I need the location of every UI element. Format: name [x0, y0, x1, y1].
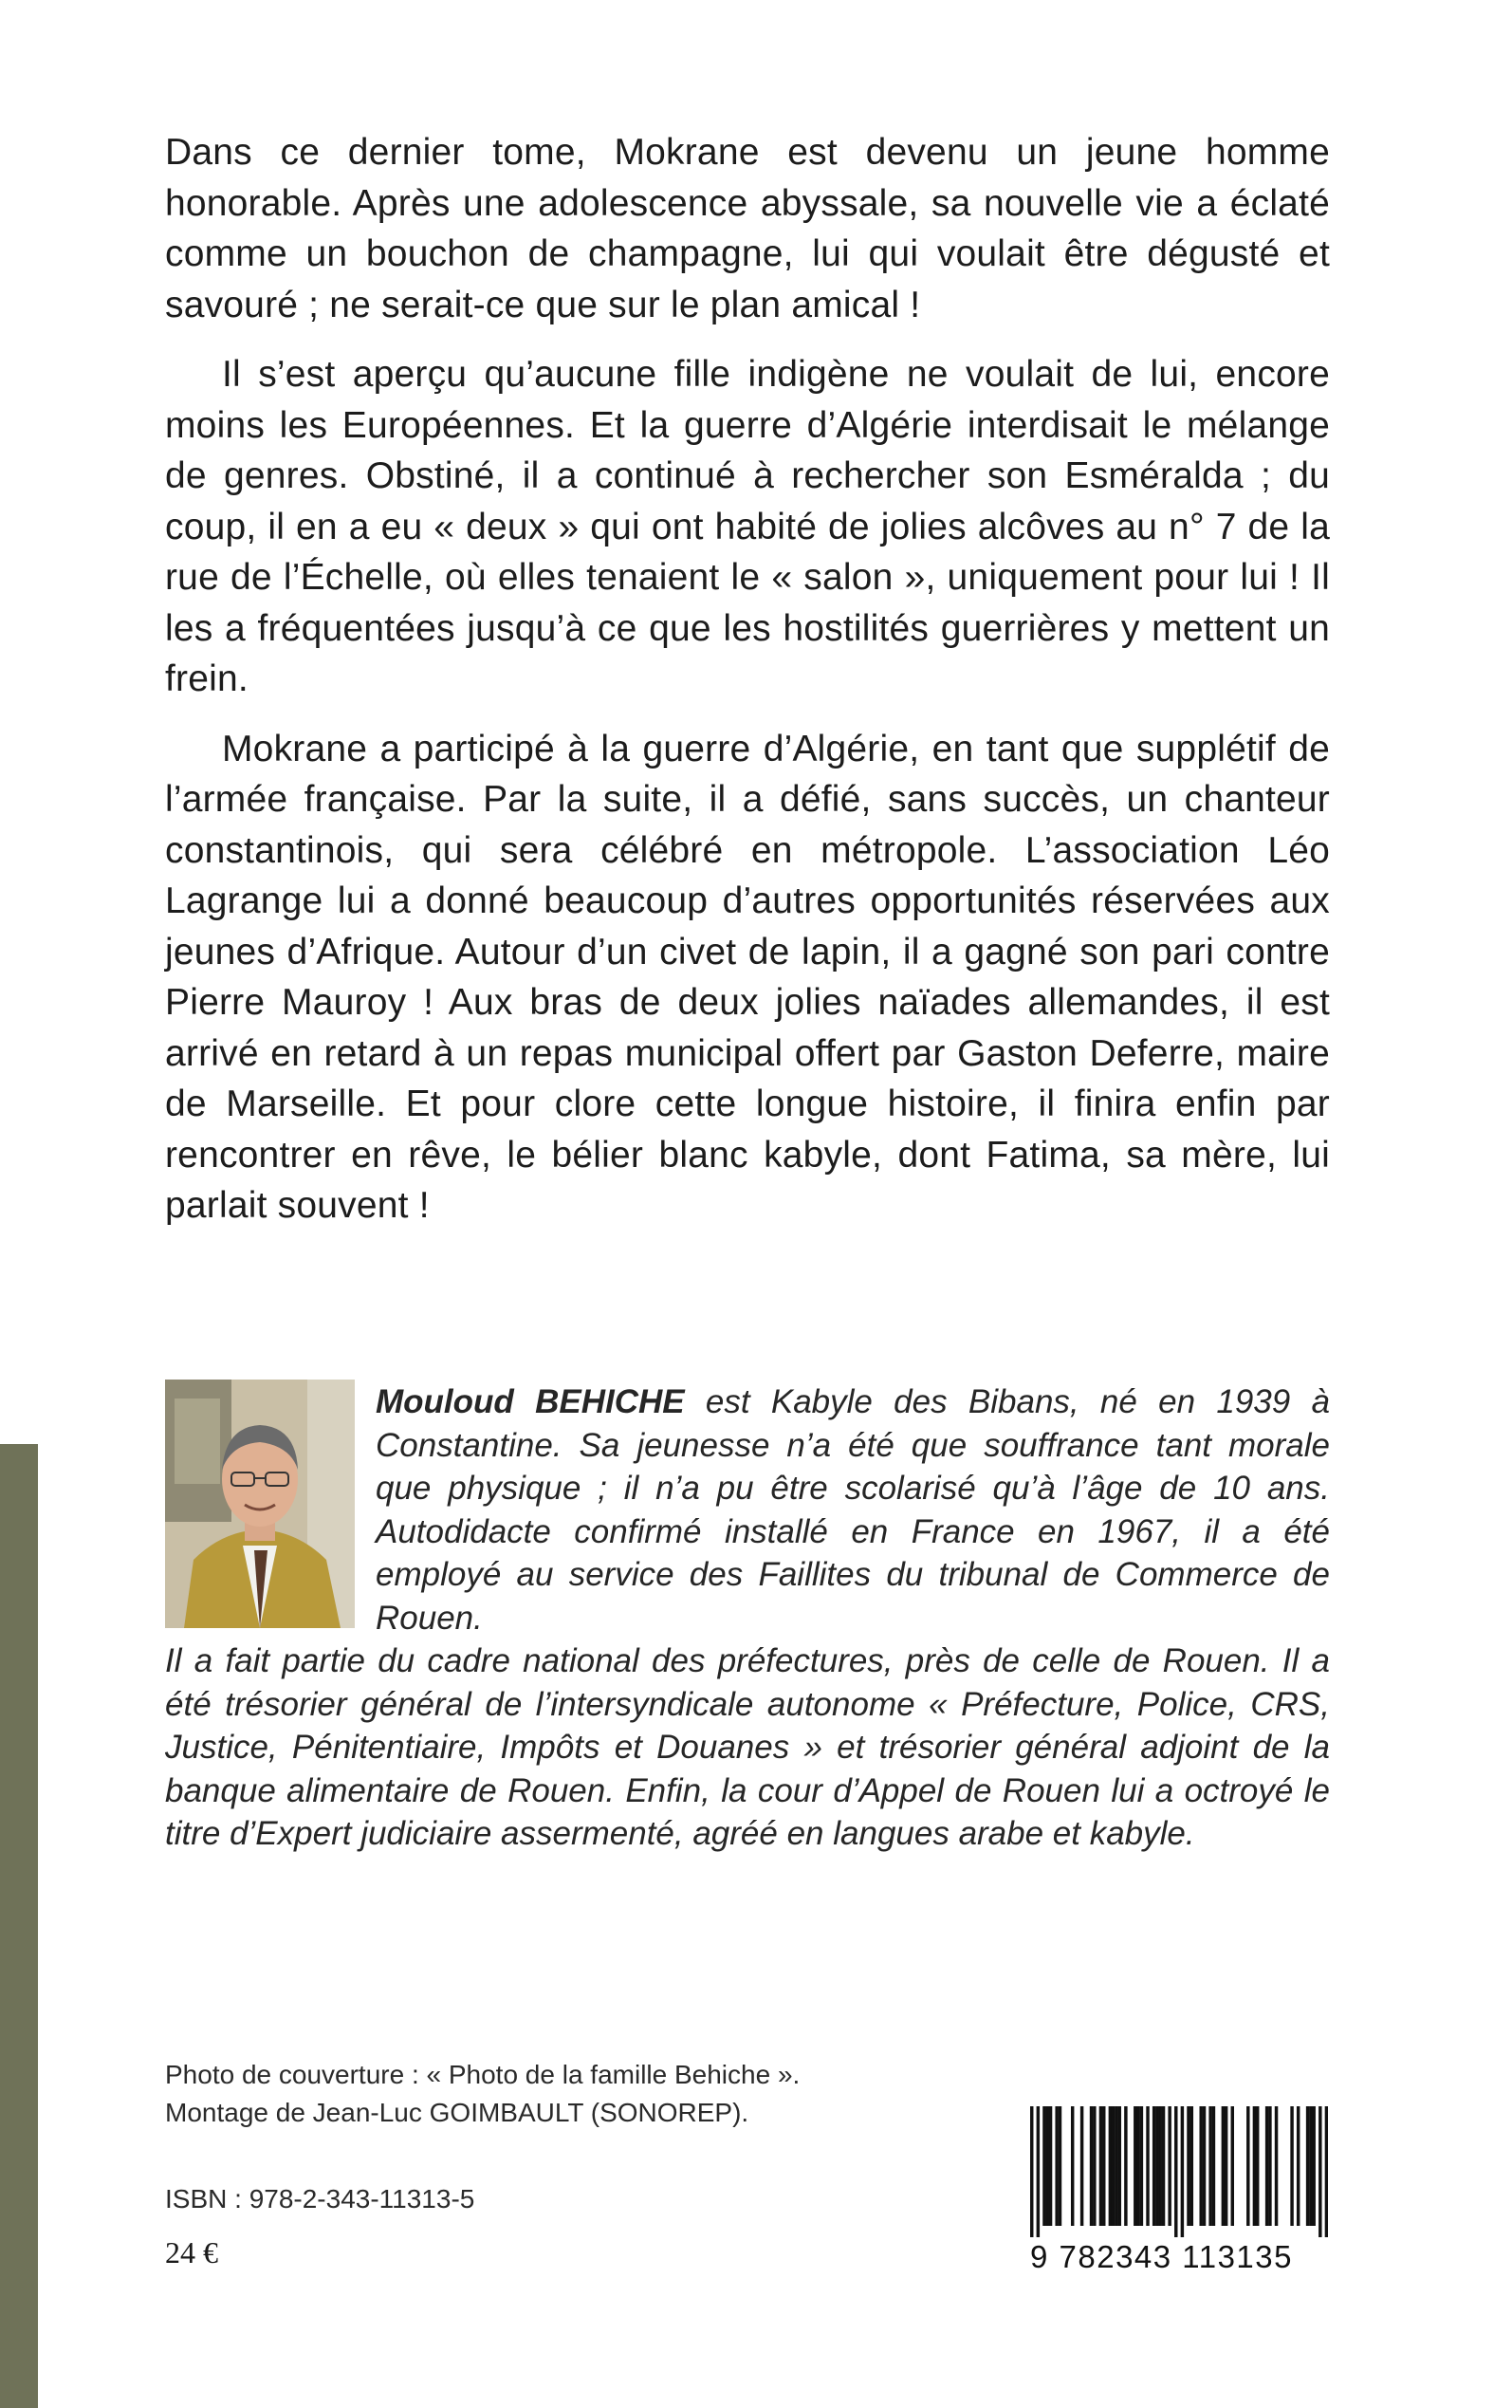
barcode-bar: [1306, 2106, 1309, 2226]
summary-paragraph-1: Dans ce dernier tome, Mokrane est devenu un jeune homme honorable. Après une adolescence abyssale, sa nouvelle vie a éclaté comme un bouchon de champagne, lui qui voulait être dégusté et savouré ; ne serait-ce que sur le plan amical !: [165, 132, 1330, 325]
barcode-bar: [1124, 2106, 1127, 2226]
barcode-bar: [1046, 2106, 1049, 2226]
isbn-number: ISBN : 978-2-343-11313-5: [165, 2184, 475, 2214]
photo-credits: [165, 2056, 800, 2132]
bio-paragraph-2: Il a fait partie du cadre national des préfectures, près de celle de Rouen. Il a été trésorier général de l’intersyndicale autonome « Préfecture, Police, CRS, Justice, Pénitentiaire, Impôts et Douanes » et trésorier général adjoint de la banque alimentaire de Rouen. Enfin, la cour d’Appel de Rouen lui a octroyé le titre d’Expert judiciaire assermenté, agréé en langues arabe et kabyle.: [165, 1642, 1330, 1852]
barcode-bar: [1222, 2106, 1225, 2226]
barcode-bar: [1268, 2106, 1271, 2226]
barcode-bar: [1190, 2106, 1193, 2226]
barcode-bar: [1146, 2106, 1149, 2226]
barcode-digits: 9 782343 113135: [1030, 2239, 1293, 2274]
barcode-bar: [1225, 2106, 1227, 2226]
price: 24 €: [165, 2235, 218, 2269]
barcode-bar: [1187, 2106, 1189, 2226]
barcode-bar: [1290, 2106, 1293, 2226]
barcode-bar: [1042, 2106, 1045, 2226]
barcode-bar: [1115, 2106, 1117, 2226]
barcode-bar: [1159, 2106, 1162, 2226]
barcode-bar: [1168, 2106, 1171, 2226]
summary-paragraph-3: Mokrane a participé à la guerre d’Algérie, en tant que supplétif de l’armée française. Par la suite, il a défié, sans succès, un chanteur constantinois, qui sera célébré en métropole. L’association Léo Lagrange lui a donné beaucoup d’autres opportunités réservées aux jeunes d’Afrique. Autour d’un civet de lapin, il a gagné son pari contre Pierre Mauroy ! Aux bras de deux jolies naïades allemandes, il est arrivé en retard à un repas municipal offert par Gaston Deferre, maire de Marseille. Et pour clore cette longue histoire, il finira enfin par rencontrer en rêve, le bélier blanc kabyle, dont Fatima, sa mère, lui parlait souvent !: [165, 728, 1330, 1226]
barcode-bar: [1109, 2106, 1112, 2226]
barcode-bar: [1134, 2106, 1136, 2226]
barcode-bar: [1199, 2106, 1202, 2226]
author-name: Mouloud BEHICHE: [376, 1383, 685, 1420]
barcode-bar: [1162, 2106, 1165, 2226]
spine-color-bar: [0, 1444, 38, 2408]
barcode-bar: [1112, 2106, 1115, 2226]
barcode-bar: [1140, 2106, 1143, 2226]
barcode-bar: [1203, 2106, 1206, 2226]
back-cover-summary: [165, 127, 1330, 1250]
photo-text-wrap-spacer: [165, 1380, 376, 1637]
barcode-bars: [1030, 2106, 1328, 2237]
barcode-bar: [1212, 2106, 1215, 2226]
barcode-bar: [1297, 2106, 1300, 2226]
barcode-bar: [1071, 2106, 1074, 2226]
barcode-bar: [1325, 2106, 1328, 2237]
barcode-bar: [1037, 2106, 1040, 2237]
barcode-bar: [1093, 2106, 1096, 2226]
barcode-bar: [1136, 2106, 1139, 2226]
cover-photo-credit: Photo de couverture : « Photo de la famille Behiche ».: [165, 2060, 801, 2089]
summary-paragraph-2: Il s’est aperçu qu’aucune fille indigène ne voulait de lui, encore moins les Européennes. Et la guerre d’Algérie interdisait le mélange de genres. Obstiné, il a continué à rechercher son Esméralda ; du coup, il en a eu « deux » qui ont habité de jolies alcôves au n° 7 de la rue de l’Échelle, où elles tenaient le « salon », uniquement pour lui ! Il les a fréquentées jusqu’à ce que les hostilités guerrières y mettent un frein.: [165, 354, 1330, 699]
barcode-bar: [1312, 2106, 1315, 2226]
barcode-bar: [1155, 2106, 1158, 2226]
barcode-bar: [1080, 2106, 1083, 2226]
barcode-bar: [1318, 2106, 1321, 2237]
barcode-bar: [1208, 2106, 1211, 2226]
barcode-bar: [1099, 2106, 1102, 2226]
isbn-barcode: [1030, 2106, 1328, 2275]
barcode-bar: [1152, 2106, 1155, 2226]
barcode-bar: [1265, 2106, 1268, 2226]
author-biography: [165, 1380, 1330, 1856]
barcode-bar: [1246, 2106, 1249, 2226]
barcode-bar: [1253, 2106, 1256, 2226]
bio-text-1: est Kabyle des Bibans, né en 1939 à Constantine. Sa jeunesse n’a été que souffrance tant morale que physique ; il n’a pu être scolarisé qu’à l’âge de 10 ans. Autodidacte confirmé installé en France en 1967, il a été employé au service des Faillites du tribunal de Commerce de Rouen.: [376, 1383, 1330, 1637]
barcode-bar: [1030, 2106, 1033, 2237]
barcode-bar: [1231, 2106, 1234, 2226]
barcode-bar: [1256, 2106, 1259, 2226]
barcode-bar: [1275, 2106, 1278, 2226]
barcode-bar: [1118, 2106, 1121, 2226]
barcode-bar: [1059, 2106, 1061, 2226]
barcode-bar: [1174, 2106, 1177, 2237]
barcode-bar: [1102, 2106, 1105, 2226]
barcode-bar: [1049, 2106, 1052, 2226]
barcode-bar: [1055, 2106, 1058, 2226]
montage-credit: Montage de Jean-Luc GOIMBAULT (SONOREP).: [165, 2098, 749, 2127]
barcode-bar: [1090, 2106, 1093, 2226]
barcode-bar: [1309, 2106, 1312, 2226]
barcode-bar: [1181, 2106, 1184, 2237]
